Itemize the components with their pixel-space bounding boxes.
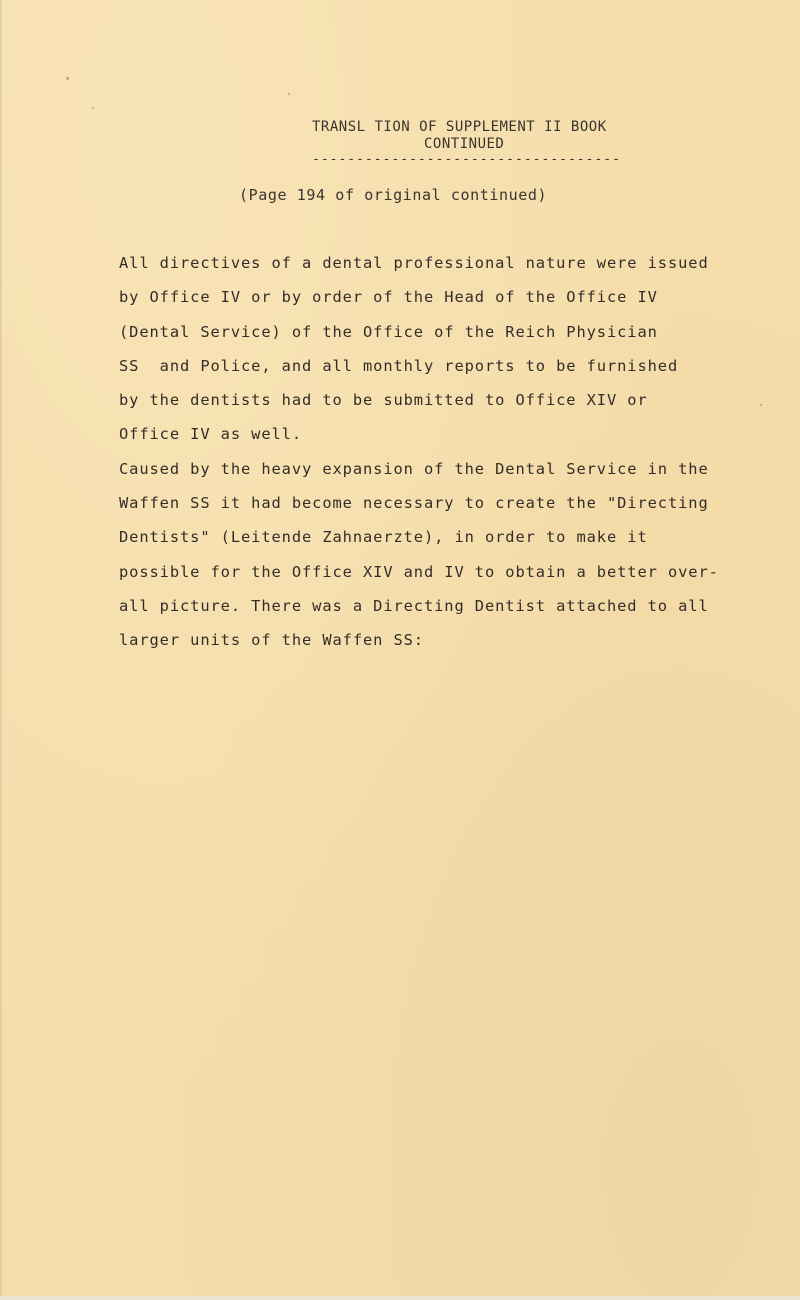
body-line: (Dental Service) of the Office of the Reich Physician <box>119 322 658 341</box>
body-line: Dentists" (Leitende Zahnaerzte), in order to make it <box>119 528 648 547</box>
body-line: possible for the Office XIV and IV to obtain a better over- <box>119 562 719 581</box>
paper-speck <box>288 93 290 95</box>
body-line: by the dentists had to be submitted to Office XIV or <box>119 391 648 410</box>
body-line: Waffen SS it had become necessary to create the "Directing <box>119 494 709 513</box>
body-line: Office IV as well. <box>119 425 302 444</box>
body-line: Caused by the heavy expansion of the Dental Service in the <box>119 459 709 478</box>
body-line: all picture. There was a Directing Dentist attached to all <box>119 596 709 615</box>
body-line: SS and Police, and all monthly reports to be furnished <box>119 356 679 375</box>
body-line: larger units of the Waffen SS: <box>119 631 424 650</box>
body-text <box>119 250 719 662</box>
paper-speck <box>66 77 69 80</box>
document-subtitle: CONTINUED <box>424 136 505 152</box>
page-bottom-edge <box>0 1296 800 1300</box>
paper-speck <box>92 107 94 109</box>
page-reference-note: (Page 194 of original continued) <box>239 186 548 204</box>
body-line: All directives of a dental professional nature were issued <box>119 254 709 272</box>
paper-speck <box>760 404 762 406</box>
page-left-edge <box>0 0 2 1300</box>
body-line: by Office IV or by order of the Head of the Office IV <box>119 288 658 307</box>
document-title: TRANSL TION OF SUPPLEMENT II BOOK <box>312 119 607 135</box>
title-underline-rule: ----------------------------------- <box>312 152 621 167</box>
